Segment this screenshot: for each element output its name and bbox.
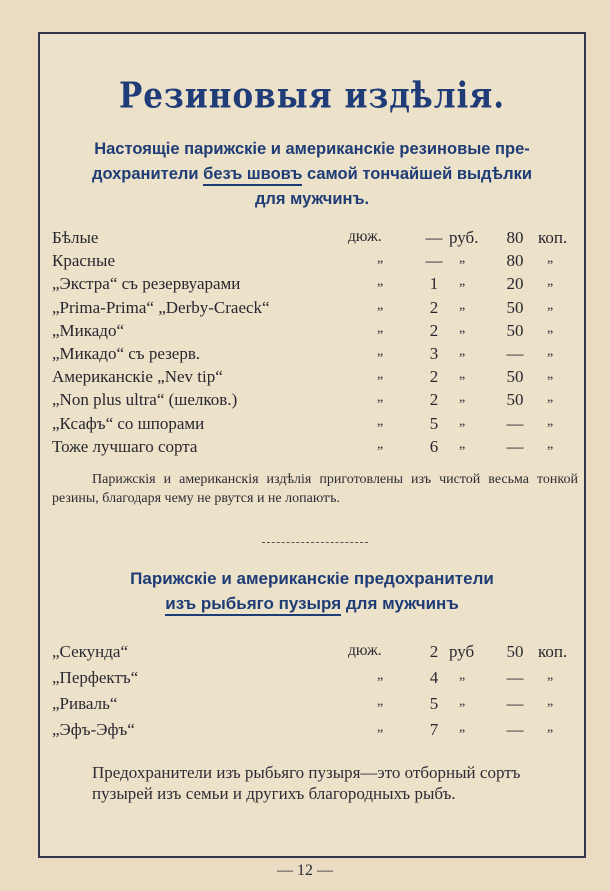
table-row [52,642,578,668]
item-name: Тоже лучшаго сорта [52,436,198,456]
ditto-mark: „ [459,251,466,267]
item-name: „Риваль“ [52,694,118,713]
rubles-value: 2 [429,320,439,340]
ditto-mark: „ [377,390,384,406]
kopecks-value: — [506,720,524,739]
ditto-mark: „ [459,436,466,452]
heading-line: для мужчинъ. [254,190,370,208]
currency-label: коп. [538,228,568,247]
ditto-mark: „ [459,668,466,683]
heading-line [40,591,584,616]
divider [262,542,368,543]
unit-label: дюж. [348,642,382,659]
ditto-mark: „ [459,694,466,709]
table-row [52,720,578,746]
section-heading-rubber [40,137,584,212]
table-row [52,367,578,391]
kopecks-value: 50 [506,367,524,387]
item-name: „Эфъ-Эфъ“ [52,720,135,739]
ditto-mark: „ [377,720,384,735]
item-name: „Перфектъ“ [52,668,139,687]
ditto-mark: „ [547,668,554,683]
ditto-mark: „ [547,694,554,709]
table-row [52,344,578,368]
ditto-mark: „ [377,344,384,359]
rubles-value: 2 [429,367,439,387]
item-name: „Prima-Prima“ „Derby-Craeck“ [52,297,270,317]
ditto-mark: „ [547,720,554,735]
rubles-value: 7 [429,720,439,739]
ditto-mark: „ [459,390,466,406]
rubles-value: 6 [429,436,439,456]
currency-label: руб [449,642,475,661]
rubles-value: 3 [429,344,439,363]
note-text: Парижскія и американскія издѣлія приготовлены изъ чистой весьма тонкой резины, благодаря чему не рвутся и не лопаютъ. [52,472,578,506]
ditto-mark: „ [547,436,554,452]
rubles-value: — [425,228,443,247]
kopecks-value: — [506,694,524,713]
kopecks-value: — [506,436,524,456]
ditto-mark: „ [377,668,384,683]
ditto-mark: „ [377,320,384,336]
table-row [52,668,578,694]
rubles-value: 1 [429,274,439,294]
ditto-mark: „ [547,344,554,359]
ditto-mark: „ [547,367,554,383]
ditto-mark: „ [377,436,384,452]
kopecks-value: — [506,344,524,363]
heading-line [40,162,584,187]
ditto-mark: „ [547,413,554,429]
heading-text: дохранители [91,165,204,183]
table-row [52,437,578,461]
ditto-mark: „ [547,320,554,336]
kopecks-value: 20 [506,274,524,294]
kopecks-value: 50 [506,390,524,410]
ditto-mark: „ [459,320,466,336]
rubles-value: 4 [429,668,439,687]
heading-line: Парижскіе и американскіе предохранители [130,569,494,588]
kopecks-value: 50 [506,320,524,340]
table-row [52,251,578,275]
table-row [52,298,578,322]
table-row [52,274,578,298]
ditto-mark: „ [547,251,554,267]
heading-text: для мужчинъ [341,594,459,613]
ditto-mark: „ [459,274,466,290]
page-frame [38,32,586,858]
table-row [52,694,578,720]
item-name: „Микадо“ [52,320,125,340]
ditto-mark: „ [377,251,384,267]
ditto-mark: „ [459,297,466,313]
rubles-value: 2 [429,297,439,317]
table-row [52,414,578,438]
rubles-value: 2 [429,642,439,661]
ditto-mark: „ [459,720,466,735]
item-name: „Микадо“ съ резерв. [52,344,201,363]
rubles-value: 5 [429,413,439,433]
kopecks-value: 80 [506,228,524,247]
page-number: — 12 — [277,862,333,879]
kopecks-value: — [506,668,524,687]
unit-label: дюж. [348,228,382,245]
note-text: Предохранители изъ рыбьяго пузыря—это отборный сортъ пузырей изъ семьи и другихъ благородныхъ рыбъ. [92,763,521,803]
ditto-mark: „ [459,344,466,359]
note-rubber [52,470,578,508]
heading-line: Настоящіе парижскіе и американскіе резиновые пре- [94,140,530,158]
ditto-mark: „ [547,274,554,290]
rubles-value: 2 [429,390,439,410]
kopecks-value: 80 [506,251,524,271]
note-fishbladder [92,762,580,804]
ditto-mark: „ [459,413,466,429]
page-title: Резиновыя издѣлія. [118,75,506,117]
ditto-mark: „ [377,694,384,709]
section-heading-fishbladder [40,566,584,616]
heading-text: самой тончайшей выдѣлки [302,165,533,183]
heading-underlined: безъ швовъ [203,165,302,186]
table-row [52,228,578,252]
item-name: Бѣлые [52,228,99,247]
table-row [52,321,578,345]
ditto-mark: „ [547,297,554,313]
kopecks-value: 50 [506,642,524,661]
currency-label: коп. [538,642,568,661]
ditto-mark: „ [377,297,384,313]
ditto-mark: „ [377,274,384,290]
item-name: Красные [52,251,115,271]
rubles-value: 5 [429,694,439,713]
ditto-mark: „ [377,367,384,383]
currency-label: руб. [449,228,479,247]
table-row [52,390,578,414]
kopecks-value: 50 [506,297,524,317]
rubles-value: — [425,251,443,271]
ditto-mark: „ [459,367,466,383]
ditto-mark: „ [547,390,554,406]
item-name: Американскіе „Nev tip“ [52,367,223,387]
ditto-mark: „ [377,413,384,429]
item-name: „Секунда“ [52,642,128,661]
kopecks-value: — [506,413,524,433]
item-name: „Ксафъ“ со шпорами [52,413,205,433]
item-name: „Non plus ultra“ (шелков.) [52,390,238,410]
item-name: „Экстра“ съ резервуарами [52,274,241,294]
heading-underlined: изъ рыбьяго пузыря [165,594,341,616]
